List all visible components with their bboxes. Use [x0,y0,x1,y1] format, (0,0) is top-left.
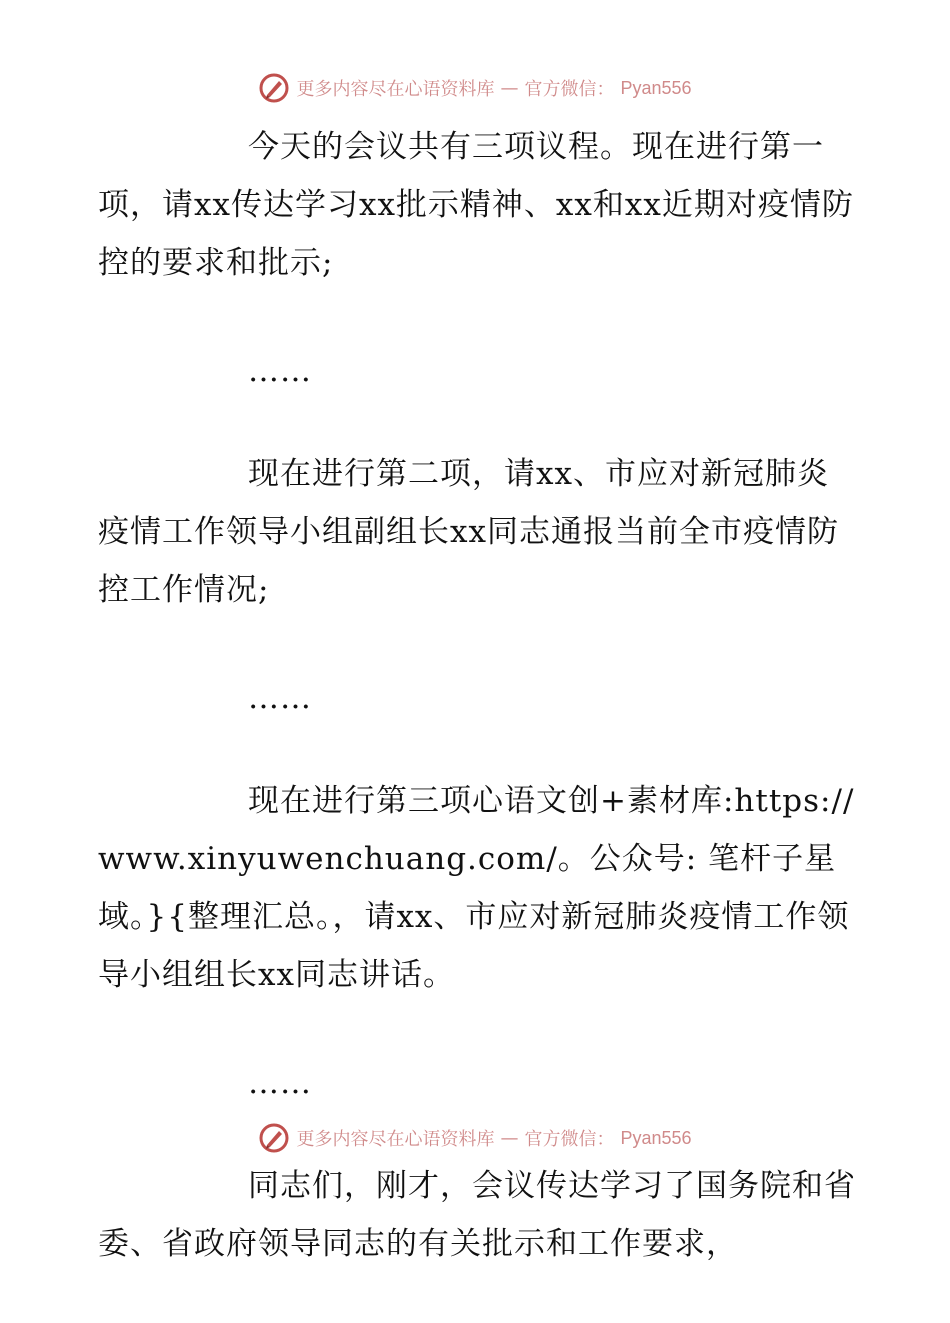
pen-logo-icon [258,1122,290,1154]
ellipsis-3: …… [248,1065,312,1101]
ellipsis-2: …… [248,680,312,716]
pen-logo-icon [258,72,290,104]
banner-wechat-handle: Pyan556 [620,1127,692,1148]
paragraph-agenda-item-2: 现在进行第二项，请xx、市应对新冠肺炎疫情工作领导小组副组长xx同志通报当前全市疫情防控工作情况; [98,456,839,608]
paragraph-agenda-item-1: 今天的会议共有三项议程。现在进行第一项，请xx传达学习xx批示精神、xx和xx近期对疫情防控的要求和批示; [98,129,854,281]
paragraph-agenda-item-3: 现在进行第三项心语文创+素材库:https://www.xinyuwenchuang.com/。公众号: 笔杆子星域。}{整理汇总。，请xx、市应对新冠肺炎疫情工作领导小组组长xx同志讲话。 [98,783,855,993]
banner-wechat-handle: Pyan556 [620,77,692,98]
ellipsis-1: …… [248,353,312,389]
header-watermark-banner [0,72,950,104]
banner-separator: — [500,77,519,99]
banner-separator: — [500,1127,519,1149]
banner-official-label: 官方微信： [524,1129,615,1150]
banner-text: 更多内容尽在心语资料库 [296,79,495,100]
paragraph-summary: 同志们，刚才，会议传达学习了国务院和省委、省政府领导同志的有关批示和工作要求， [98,1168,856,1262]
banner-official-label: 官方微信： [524,79,615,100]
banner-text: 更多内容尽在心语资料库 [296,1129,495,1150]
footer-watermark-banner [0,1122,950,1154]
